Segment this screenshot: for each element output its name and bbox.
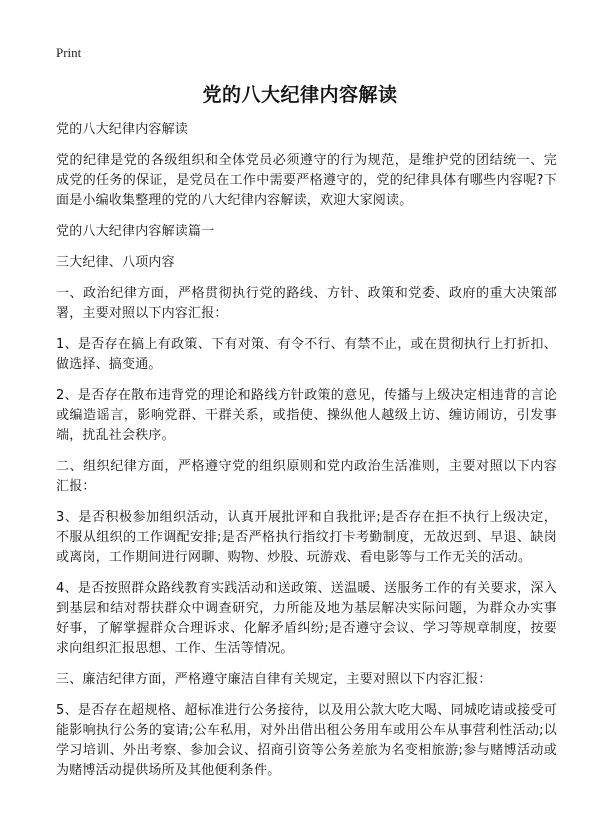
paragraph-item-2: 2、是否存在散布违背党的理论和路线方针政策的意见，传播与上级决定相违背的言论或编造谣言，影响党群、干群关系，或指使、操纵他人越级上访、缠访闹访，引发事端，扰乱社会秩序。 [56, 388, 557, 443]
paragraph-item-1: 1、是否存在搞上有政策、下有对策、有令不行、有禁不止，或在贯彻执行上打折扣、做选择、搞变通。 [56, 337, 557, 372]
paragraph-integrity-discipline: 三、廉洁纪律方面，严格遵守廉洁自律有关规定，主要对照以下内容汇报： [56, 672, 492, 687]
paragraph-intro: 党的纪律是党的各级组织和全体党员必须遵守的行为规范，是维护党的团结统一、完成党的任务的保证，是党员在工作中需要严格遵守的，党的纪律具体有哪些内容呢?下面是小编收集整理的党的八大纪律内容解读，欢迎大家阅读。 [56, 153, 557, 208]
paragraph-subtitle: 党的八大纪律内容解读 [56, 122, 189, 137]
paragraph-section-heading: 党的八大纪律内容解读篇一 [56, 224, 215, 239]
paragraph-item-4: 4、是否按照群众路线教育实践活动和送政策、送温暖、送服务工作的有关要求，深入到基层和结对帮扶群众中调查研究，力所能及地为基层解决实际问题，为群众办实事好事，了解掌握群众合理诉求、化解矛盾纠纷;是否遵守会议、学习等规章制度，按要求向组织汇报思想、工作、生活等情况。 [56, 581, 557, 656]
paragraph-organizational-discipline: 二、组织纪律方面，严格遵守党的组织原则和党内政治生活准则，主要对照以下内容汇报： [56, 459, 557, 494]
paragraph-item-5: 5、是否存在超规格、超标准进行公务接待，以及用公款大吃大喝、同城吃请或接受可能影响执行公务的宴请;公车私用，对外出借出租公务用车或用公车从事营利性活动;以学习培训、外出考察、参加会议、招商引资等公务差旅为名变相旅游;参与赌博活动或为赌博活动提供场所及其他便利条件。 [56, 703, 557, 778]
paragraph-heading: 三大纪律、八项内容 [56, 255, 175, 270]
document-body [56, 120, 557, 792]
document-title: 党的八大纪律内容解读 [202, 84, 398, 106]
paragraph-political-discipline: 一、政治纪律方面，严格贯彻执行党的路线、方针、政策和党委、政府的重大决策部署，主要对照以下内容汇报： [56, 286, 557, 321]
print-link[interactable]: Print [56, 45, 82, 60]
paragraph-item-3: 3、是否积极参加组织活动，认真开展批评和自我批评;是否存在拒不执行上级决定，不服从组织的工作调配安排;是否严格执行指纹打卡考勤制度，无故迟到、早退、缺岗或离岗，工作期间进行网聊、购物、炒股、玩游戏、看电影等与工作无关的活动。 [56, 510, 557, 565]
